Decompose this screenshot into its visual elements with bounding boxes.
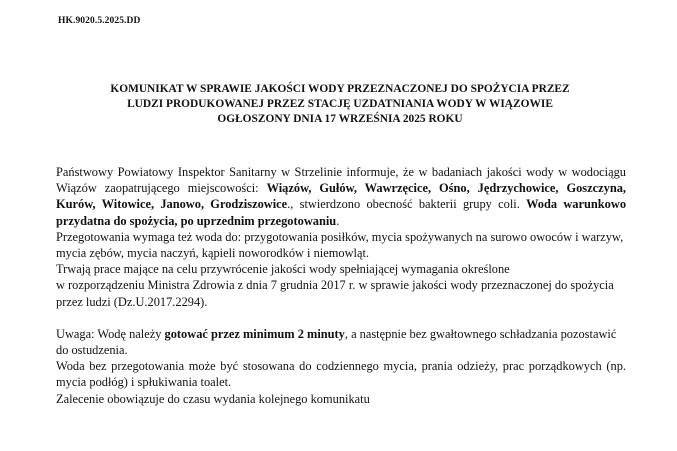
document-reference-number: HK.9020.5.2025.DD xyxy=(58,16,141,26)
title-line-2: LUDZI PRODUKOWANEJ PRZEZ STACJĘ UZDATNIANIA WODY W WIĄZOWIE xyxy=(127,98,553,110)
paragraph-validity-notice: Zalecenie obowiązuje do czasu wydania kolejnego komunikatu xyxy=(56,391,370,406)
boiling-duration-emphasis: gotować przez minimum 2 minuty xyxy=(164,326,345,341)
paragraph-ongoing-works-line-1: Trwają prace mające na celu przywrócenie jakości wody spełniającej wymagania określone xyxy=(56,262,510,277)
warning-intro: Uwaga: Wodę należy xyxy=(56,326,165,341)
paragraph-intro-text: Państwowy Powiatowy Inspektor Sanitarny w Strzelinie informuje, że w badaniach jakości wody w wodociągu Wiązów zaopatrującego miejscowości: xyxy=(56,165,626,196)
paragraph-spacer xyxy=(56,310,626,326)
paragraph-inspection-result xyxy=(56,164,626,229)
document-title xyxy=(52,82,628,127)
paragraph-allowed-uses: Woda bez przegotowania może być stosowana do codziennego mycia, prania odzieży, prac porządkowych (np. mycia podłóg) i spłukiwania toalet. xyxy=(56,359,626,390)
paragraph-boiling-required-uses: Przegotowania wymaga też woda do: przygotowania posiłków, mycia spożywanych na surowo owoców i warzyw, mycia zębów, mycia naczyń, kąpieli noworodków i niemowląt. xyxy=(56,229,624,261)
verdict-period: . xyxy=(336,213,340,228)
title-line-1: KOMUNIKAT W SPRAWIE JAKOŚCI WODY PRZEZNACZONEJ DO SPOŻYCIA PRZEZ xyxy=(110,83,570,95)
document-body xyxy=(56,164,626,407)
title-line-3: OGŁOSZONY DNIA 17 WRZEŚNIA 2025 ROKU xyxy=(217,113,463,125)
coliform-finding-text: ., stwierdzono obecność bakterii grupy coli. xyxy=(287,197,527,212)
warning-cooling-text: , a następnie bez gwałtownego schładzania pozostawić do ostudzenia. xyxy=(56,326,617,358)
paragraph-boiling-warning xyxy=(56,326,626,358)
water-verdict: Woda warunkowo przydatna do spożycia, po uprzednim przegotowaniu xyxy=(56,197,627,228)
paragraph-ongoing-works-line-2: w rozporządzeniu Ministra Zdrowia z dnia 7 grudnia 2017 r. w sprawie jakości wody przeznaczonej do spożycia przez ludzi (Dz.U.2017.2294). xyxy=(56,278,614,309)
localities-list: Wiązów, Gułów, Wawrzęcice, Ośno, Jędrzychowice, Goszczyna, Kurów, Witowice, Janowo, Grodziszowice xyxy=(56,181,627,212)
